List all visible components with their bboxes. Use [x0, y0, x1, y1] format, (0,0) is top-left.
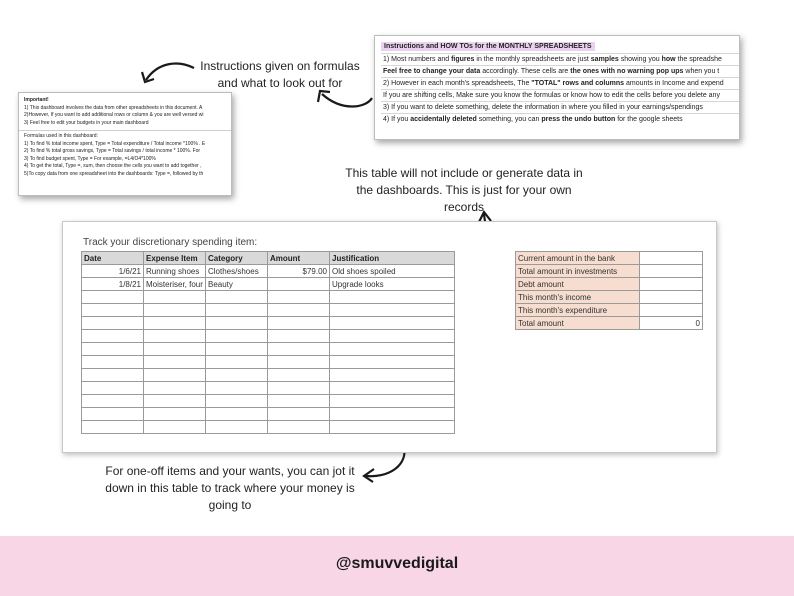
- table-cell[interactable]: Old shoes spoiled: [330, 265, 455, 278]
- table-cell[interactable]: [144, 408, 206, 421]
- summary-row: [516, 317, 703, 330]
- table-row: [82, 265, 455, 278]
- finance-summary-table: [515, 251, 703, 330]
- table-cell[interactable]: [144, 395, 206, 408]
- summary-value-cell[interactable]: [640, 291, 703, 304]
- oneoff-note: For one-off items and your wants, you can jot it down in this table to track where your money is going to: [105, 464, 355, 512]
- summary-value-cell[interactable]: 0: [640, 317, 703, 330]
- table-row: [82, 330, 455, 343]
- summary-label: Total amount: [516, 317, 640, 330]
- table-cell[interactable]: [206, 330, 268, 343]
- table-row: [82, 421, 455, 434]
- table-cell[interactable]: [82, 343, 144, 356]
- brand-handle: @smuvvedigital: [335, 555, 459, 572]
- instruction-line: 2)However, If you want to add additional rows or column & you are well versed wi: [24, 112, 204, 118]
- table-cell[interactable]: [268, 343, 330, 356]
- formula-line: 4) To get the total, Type =, sum, then choose the cells you want to add together ,: [24, 163, 202, 169]
- sheet-title: Track your discretionary spending item:: [83, 237, 258, 248]
- monthly-instructions-card: [374, 35, 740, 140]
- summary-label: This month's expenditure: [516, 304, 640, 317]
- instruction-line: If you are shifting cells, Make sure you know the formulas or know how to edit the cells before you delete any: [381, 89, 739, 101]
- footer-banner: [0, 536, 794, 596]
- instruction-line: 3) Feel free to edit your budgets in your main dashboard: [24, 119, 149, 126]
- table-cell[interactable]: [268, 278, 330, 291]
- table-cell[interactable]: [268, 304, 330, 317]
- summary-label: Total amount in investments: [516, 265, 640, 278]
- table-cell[interactable]: $79.00: [268, 265, 330, 278]
- table-row: [82, 278, 455, 291]
- table-cell[interactable]: [144, 382, 206, 395]
- table-cell[interactable]: [82, 330, 144, 343]
- table-row: [82, 408, 455, 421]
- table-cell[interactable]: [268, 408, 330, 421]
- header-expense-item[interactable]: Expense Item: [144, 252, 206, 265]
- instruction-line: 2) However in each month's spreadsheets, The "TOTAL" rows and columns amounts in Income and expend: [381, 77, 739, 89]
- important-heading: Important!: [24, 97, 49, 103]
- dashboard-instructions-card: [18, 92, 232, 196]
- summary-value-cell[interactable]: [640, 304, 703, 317]
- table-row: [82, 291, 455, 304]
- table-cell[interactable]: [330, 408, 455, 421]
- summary-row: [516, 291, 703, 304]
- table-cell[interactable]: [206, 304, 268, 317]
- table-cell[interactable]: [206, 382, 268, 395]
- table-cell[interactable]: Clothes/shoes: [206, 265, 268, 278]
- table-cell[interactable]: [144, 356, 206, 369]
- table-row: [82, 382, 455, 395]
- table-cell[interactable]: [82, 317, 144, 330]
- table-cell[interactable]: Running shoes: [144, 265, 206, 278]
- table-cell[interactable]: Beauty: [206, 278, 268, 291]
- table-cell[interactable]: [144, 291, 206, 304]
- spreadsheet-panel: [62, 221, 717, 453]
- table-row: [82, 395, 455, 408]
- table-cell[interactable]: [144, 304, 206, 317]
- table-cell[interactable]: [144, 343, 206, 356]
- table-cell[interactable]: [82, 291, 144, 304]
- table-cell[interactable]: [330, 369, 455, 382]
- table-cell[interactable]: [144, 421, 206, 434]
- table-cell[interactable]: [206, 395, 268, 408]
- table-cell[interactable]: [82, 304, 144, 317]
- header-amount[interactable]: Amount: [268, 252, 330, 265]
- table-cell[interactable]: [268, 382, 330, 395]
- table-cell[interactable]: 1/6/21: [82, 265, 144, 278]
- table-cell[interactable]: 1/8/21: [82, 278, 144, 291]
- summary-label: This month's income: [516, 291, 640, 304]
- table-cell[interactable]: [144, 369, 206, 382]
- table-cell[interactable]: [82, 356, 144, 369]
- formula-line: 1) To find % total income spent, Type = Total expenditure / Total income *100% . E: [24, 140, 206, 147]
- table-cell[interactable]: [330, 317, 455, 330]
- table-cell[interactable]: [330, 330, 455, 343]
- table-cell[interactable]: [330, 356, 455, 369]
- table-cell[interactable]: [330, 395, 455, 408]
- table-cell[interactable]: [330, 291, 455, 304]
- table-row: [82, 317, 455, 330]
- table-cell[interactable]: [268, 421, 330, 434]
- table-header-row: [82, 252, 455, 265]
- table-cell[interactable]: [206, 408, 268, 421]
- table-cell[interactable]: [206, 369, 268, 382]
- table-cell[interactable]: [82, 395, 144, 408]
- summary-row: [516, 265, 703, 278]
- table-cell[interactable]: [268, 395, 330, 408]
- discretionary-spending-table: [81, 251, 455, 434]
- table-cell[interactable]: [206, 343, 268, 356]
- table-cell[interactable]: [330, 421, 455, 434]
- table-cell[interactable]: [268, 291, 330, 304]
- summary-row: [516, 252, 703, 265]
- table-cell[interactable]: [206, 421, 268, 434]
- table-row: [82, 369, 455, 382]
- summary-label: Debt amount: [516, 278, 640, 291]
- formula-line: 2) To find % total gross savings, Type = Total savings / total income * 100%. For: [24, 148, 201, 154]
- summary-value-cell[interactable]: [640, 278, 703, 291]
- instruction-line: 3) If you want to delete something, delete the information in where you filled in your earnings/spendings: [381, 101, 739, 113]
- formulas-note: Instructions given on formulas and what to look out for: [200, 59, 360, 90]
- table-cell[interactable]: [268, 356, 330, 369]
- header-justification[interactable]: Justification: [330, 252, 455, 265]
- formula-line: 3) To find budget spent, Type = For example, =L4/O4*100%: [24, 155, 156, 162]
- summary-value-cell[interactable]: [640, 265, 703, 278]
- curved-arrow-icon: [314, 86, 376, 116]
- table-cell[interactable]: [82, 408, 144, 421]
- formulas-heading: Formulas used in this dashboard:: [24, 133, 98, 139]
- instruction-line: 4) If you accidentally deleted something, you can press the undo button for the google sheets: [381, 113, 739, 125]
- curved-arrow-icon: [138, 58, 198, 86]
- table-cell[interactable]: Moisteriser, four: [144, 278, 206, 291]
- header-category[interactable]: Category: [206, 252, 268, 265]
- table-row: [82, 343, 455, 356]
- table-cell[interactable]: [330, 343, 455, 356]
- table-cell[interactable]: [144, 317, 206, 330]
- summary-value-cell[interactable]: [640, 252, 703, 265]
- divider: [19, 130, 231, 131]
- table-cell[interactable]: [268, 369, 330, 382]
- instruction-line: 1) Most numbers and figures in the monthly spreadsheets are just samples showing you how the spreadshe: [381, 53, 739, 65]
- table-cell[interactable]: [82, 421, 144, 434]
- instruction-line: 1) This dashboard involves the data from other spreadsheets in this document. A: [24, 104, 203, 111]
- table-cell[interactable]: [330, 304, 455, 317]
- table-cell[interactable]: [206, 317, 268, 330]
- table-row: [82, 356, 455, 369]
- table-note: This table will not include or generate data in the dashboards. This is just for your own records: [345, 166, 583, 214]
- table-cell[interactable]: [206, 356, 268, 369]
- header-date[interactable]: Date: [82, 252, 144, 265]
- table-row: [82, 304, 455, 317]
- instruction-line: Feel free to change your data accordingly. These cells are the ones with no warning pop ups when you t: [381, 65, 739, 77]
- summary-row: [516, 304, 703, 317]
- formula-line: 5)To copy data from one spreadsheet into the dashboards: Type =, followed by th: [24, 170, 204, 177]
- summary-label: Current amount in the bank: [516, 252, 640, 265]
- table-cell[interactable]: [82, 382, 144, 395]
- monthly-instructions-title: Instructions and HOW TOs for the MONTHLY SPREADSHEETS: [381, 42, 595, 51]
- table-cell[interactable]: Upgrade looks: [330, 278, 455, 291]
- table-cell[interactable]: [82, 369, 144, 382]
- summary-row: [516, 278, 703, 291]
- table-cell[interactable]: [206, 291, 268, 304]
- table-cell[interactable]: [268, 317, 330, 330]
- table-cell[interactable]: [268, 330, 330, 343]
- table-cell[interactable]: [144, 330, 206, 343]
- table-cell[interactable]: [330, 382, 455, 395]
